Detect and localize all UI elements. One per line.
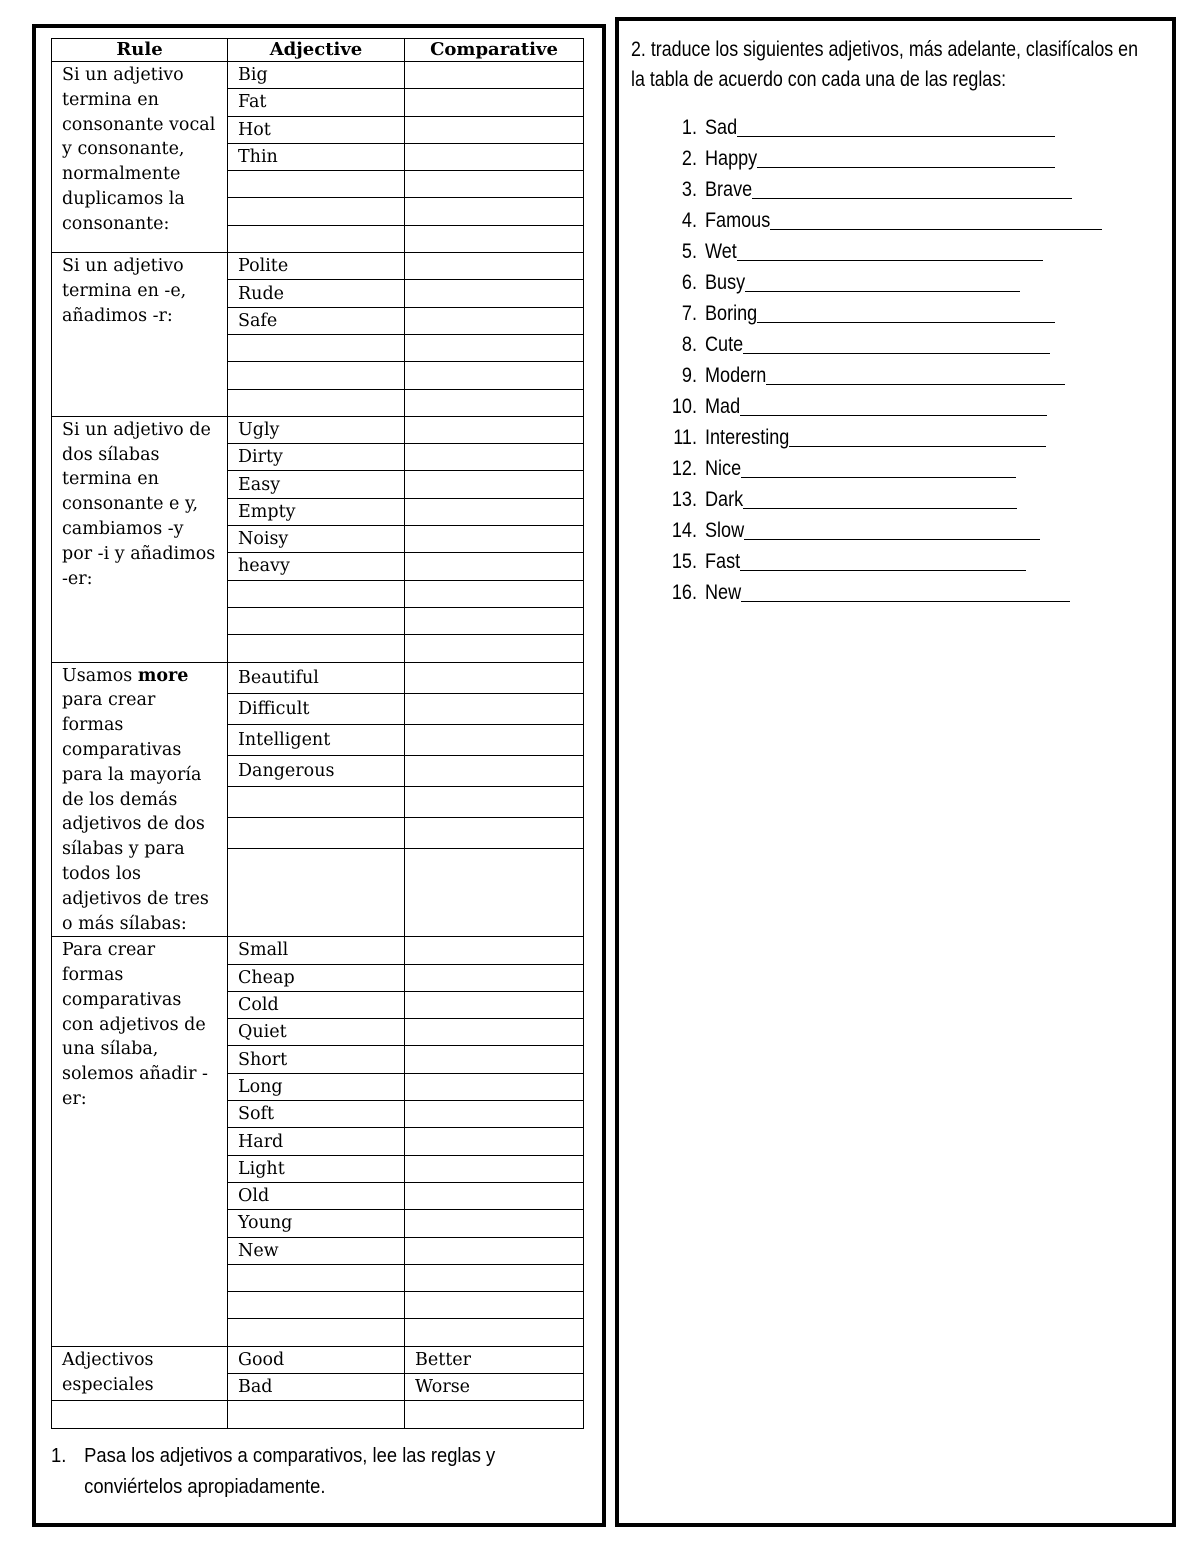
comparative-cell[interactable] — [405, 253, 584, 280]
translation-item — [665, 515, 745, 546]
instruction-1 — [51, 1441, 529, 1503]
comparative-cell[interactable] — [405, 444, 584, 471]
rule-text: Usamos — [62, 665, 138, 686]
comparative-cell[interactable] — [405, 607, 584, 634]
item-word: New — [705, 581, 742, 604]
rule-text: Si un adjetivo termina en consonante vocal y consonante, normalmente duplicamos la consonante: — [62, 65, 216, 234]
item-word: Sad — [705, 116, 738, 139]
exercise-1-panel — [32, 24, 606, 1527]
adjective-cell: Polite — [228, 253, 405, 280]
translation-item — [665, 329, 744, 360]
comparative-cell[interactable] — [405, 693, 584, 724]
adjective-cell — [228, 607, 405, 634]
translation-item — [665, 360, 767, 391]
adjective-cell: Safe — [228, 307, 405, 334]
adjective-cell: Hot — [228, 116, 405, 143]
comparative-cell[interactable] — [405, 553, 584, 580]
adjective-cell: Big — [228, 62, 405, 89]
adjective-cell: Old — [228, 1182, 405, 1209]
comparative-cell[interactable] — [405, 1319, 584, 1346]
adjective-cell — [228, 786, 405, 817]
rule-text: Adjectivos especiales — [62, 1349, 154, 1395]
comparative-cell[interactable] — [405, 1073, 584, 1100]
comparative-cell[interactable] — [405, 1292, 584, 1319]
comparative-cell[interactable] — [405, 171, 584, 198]
adjective-cell: Thin — [228, 143, 405, 170]
adjective-cell — [228, 1264, 405, 1291]
comparative-cell[interactable] — [405, 817, 584, 848]
empty-cell — [52, 1401, 228, 1428]
header-comparative: Comparative — [405, 39, 584, 62]
answer-blank[interactable] — [740, 570, 1026, 571]
table-row — [52, 253, 584, 280]
table-row — [52, 937, 584, 964]
adjective-cell: Long — [228, 1073, 405, 1100]
header-adjective: Adjective — [228, 39, 405, 62]
comparative-table — [51, 38, 584, 1429]
comparative-cell[interactable] — [405, 662, 584, 693]
adjective-cell: Dirty — [228, 444, 405, 471]
answer-blank[interactable] — [740, 415, 1047, 416]
adjective-cell — [228, 817, 405, 848]
item-number: 13. — [671, 488, 697, 511]
item-word: Interesting — [705, 426, 790, 449]
instruction-number: 1. — [51, 1445, 67, 1467]
comparative-cell[interactable] — [405, 116, 584, 143]
comparative-cell[interactable] — [405, 416, 584, 443]
comparative-cell[interactable] — [405, 225, 584, 252]
answer-blank[interactable] — [752, 198, 1072, 199]
item-number: 15. — [671, 550, 697, 573]
exercise-2-panel — [615, 17, 1176, 1527]
comparative-cell[interactable] — [405, 848, 584, 937]
adjective-cell: Noisy — [228, 526, 405, 553]
answer-blank[interactable] — [743, 353, 1050, 354]
adjective-cell — [228, 635, 405, 662]
item-number: 6. — [681, 271, 697, 294]
rule-bold-text: more — [137, 665, 189, 686]
rule-cell — [52, 937, 228, 1346]
task2-title: 2. traduce los siguientes adjetivos, más adelante, clasifícalos en la tabla de acuerdo con cada una de las reglas: — [631, 38, 1139, 91]
adjective-cell: Small — [228, 937, 405, 964]
adjective-cell: Hard — [228, 1128, 405, 1155]
comparative-cell[interactable] — [405, 991, 584, 1018]
translation-item — [665, 143, 758, 174]
translation-item — [665, 577, 742, 608]
comparative-cell[interactable] — [405, 498, 584, 525]
adjective-cell — [228, 171, 405, 198]
translation-item — [665, 236, 737, 267]
adjective-cell: Ugly — [228, 416, 405, 443]
adjective-cell: Dangerous — [228, 755, 405, 786]
rule-cell — [52, 1346, 228, 1401]
comparative-cell[interactable] — [405, 1128, 584, 1155]
adjective-cell: Beautiful — [228, 662, 405, 693]
adjective-cell: Quiet — [228, 1019, 405, 1046]
item-word: Cute — [705, 333, 744, 356]
comparative-cell[interactable] — [405, 755, 584, 786]
answer-blank[interactable] — [789, 446, 1046, 447]
item-number: 9. — [681, 364, 697, 387]
rule-cell — [52, 662, 228, 937]
translation-item — [665, 422, 790, 453]
answer-blank[interactable] — [757, 167, 1055, 168]
adjective-cell: Soft — [228, 1101, 405, 1128]
adjective-cell: Fat — [228, 89, 405, 116]
item-word: Fast — [705, 550, 741, 573]
comparative-cell[interactable] — [405, 635, 584, 662]
item-number: 11. — [673, 426, 697, 449]
comparative-cell[interactable] — [405, 580, 584, 607]
answer-blank[interactable] — [766, 384, 1065, 385]
item-number: 16. — [671, 581, 697, 604]
item-word: Dark — [705, 488, 744, 511]
comparative-cell[interactable] — [405, 1182, 584, 1209]
adjective-cell: Good — [228, 1346, 405, 1373]
adjective-cell — [228, 1319, 405, 1346]
answer-blank[interactable] — [741, 601, 1070, 602]
adjective-cell: Easy — [228, 471, 405, 498]
rule-text: Si un adjetivo termina en -e, añadimos -r: — [62, 256, 187, 326]
answer-blank[interactable] — [737, 260, 1043, 261]
item-number: 1. — [681, 116, 697, 139]
adjective-cell — [228, 848, 405, 937]
adjective-cell — [228, 580, 405, 607]
adjective-cell: heavy — [228, 553, 405, 580]
comparative-cell[interactable] — [405, 937, 584, 964]
item-word: Wet — [705, 240, 737, 263]
comparative-cell[interactable] — [405, 1210, 584, 1237]
answer-blank[interactable] — [757, 322, 1055, 323]
answer-blank[interactable] — [770, 229, 1102, 230]
item-number: 2. — [681, 147, 697, 170]
comparative-cell[interactable]: Worse — [405, 1374, 584, 1401]
translation-item — [665, 174, 753, 205]
answer-blank[interactable] — [745, 291, 1020, 292]
adjective-cell: Short — [228, 1046, 405, 1073]
comparative-cell[interactable] — [405, 786, 584, 817]
adjective-cell: Rude — [228, 280, 405, 307]
comparative-cell[interactable] — [405, 307, 584, 334]
translation-item — [665, 546, 741, 577]
adjective-cell: Light — [228, 1155, 405, 1182]
comparative-cell[interactable] — [405, 1155, 584, 1182]
rule-cell — [52, 416, 228, 662]
adjective-cell: Cheap — [228, 964, 405, 991]
comparative-cell[interactable] — [405, 724, 584, 755]
comparative-cell[interactable] — [405, 1264, 584, 1291]
item-number: 7. — [681, 302, 697, 325]
comparative-cell[interactable] — [405, 1237, 584, 1264]
item-word: Modern — [705, 364, 767, 387]
empty-cell — [228, 1401, 405, 1428]
item-number: 10. — [671, 395, 697, 418]
item-word: Slow — [705, 519, 745, 542]
comparative-cell[interactable] — [405, 526, 584, 553]
adjective-cell: New — [228, 1237, 405, 1264]
item-word: Busy — [705, 271, 746, 294]
adjective-cell — [228, 389, 405, 416]
comparative-cell[interactable] — [405, 143, 584, 170]
item-number: 3. — [681, 178, 697, 201]
table-row — [52, 62, 584, 89]
table-row — [52, 1346, 584, 1373]
translation-item — [665, 205, 771, 236]
comparative-cell[interactable] — [405, 1019, 584, 1046]
header-rule: Rule — [52, 39, 228, 62]
item-number: 8. — [681, 333, 697, 356]
item-number: 5. — [681, 240, 697, 263]
table-header-row — [52, 39, 584, 62]
answer-blank[interactable] — [744, 539, 1040, 540]
instruction-text: Pasa los adjetivos a comparativos, lee las reglas y conviértelos apropiadamente. — [84, 1445, 496, 1498]
item-word: Mad — [705, 395, 741, 418]
item-number: 12. — [671, 457, 697, 480]
comparative-cell[interactable]: Better — [405, 1346, 584, 1373]
translation-item — [665, 298, 758, 329]
adjective-cell: Young — [228, 1210, 405, 1237]
item-word: Boring — [705, 302, 758, 325]
item-number: 14. — [671, 519, 697, 542]
rule-text: Para crear formas comparativas con adjetivos de una sílaba, solemos añadir -er: — [62, 940, 208, 1110]
comparative-cell[interactable] — [405, 964, 584, 991]
answer-blank[interactable] — [741, 477, 1016, 478]
translation-item — [665, 453, 742, 484]
item-number: 4. — [681, 209, 697, 232]
adjective-cell — [228, 334, 405, 361]
adjective-cell: Bad — [228, 1374, 405, 1401]
answer-blank[interactable] — [737, 136, 1055, 137]
table-body — [52, 62, 584, 1429]
answer-blank[interactable] — [743, 508, 1017, 509]
comparative-cell[interactable] — [405, 362, 584, 389]
rule-text: Si un adjetivo de dos sílabas termina en consonante e y, cambiamos -y por -i y añadimos -er: — [62, 419, 216, 589]
comparative-cell[interactable] — [405, 62, 584, 89]
adjective-cell — [228, 1292, 405, 1319]
rule-cell — [52, 253, 228, 417]
comparative-cell[interactable] — [405, 280, 584, 307]
rule-text: para crear formas comparativas para la mayoría de los demás adjetivos de dos sílabas y para todos los adjetivos de tres o más sílabas: — [62, 690, 209, 934]
comparative-cell[interactable] — [405, 1046, 584, 1073]
adjective-cell — [228, 198, 405, 225]
comparative-cell[interactable] — [405, 1101, 584, 1128]
item-word: Nice — [705, 457, 742, 480]
translation-item — [665, 267, 746, 298]
translation-item — [665, 484, 744, 515]
comparative-cell[interactable] — [405, 1401, 584, 1428]
comparative-cell[interactable] — [405, 334, 584, 361]
adjective-cell: Intelligent — [228, 724, 405, 755]
table-row — [52, 416, 584, 443]
comparative-cell[interactable] — [405, 89, 584, 116]
item-word: Happy — [705, 147, 758, 170]
adjective-cell — [228, 362, 405, 389]
comparative-cell[interactable] — [405, 471, 584, 498]
adjective-cell: Cold — [228, 991, 405, 1018]
translation-item — [665, 112, 738, 143]
comparative-cell[interactable] — [405, 198, 584, 225]
adjective-cell: Empty — [228, 498, 405, 525]
adjective-cell: Difficult — [228, 693, 405, 724]
item-word: Brave — [705, 178, 753, 201]
comparative-cell[interactable] — [405, 389, 584, 416]
table-row — [52, 662, 584, 693]
translation-item — [665, 391, 741, 422]
item-word: Famous — [705, 209, 771, 232]
table-row — [52, 1401, 584, 1428]
translation-list — [665, 112, 790, 608]
rule-cell — [52, 62, 228, 253]
adjective-cell — [228, 225, 405, 252]
